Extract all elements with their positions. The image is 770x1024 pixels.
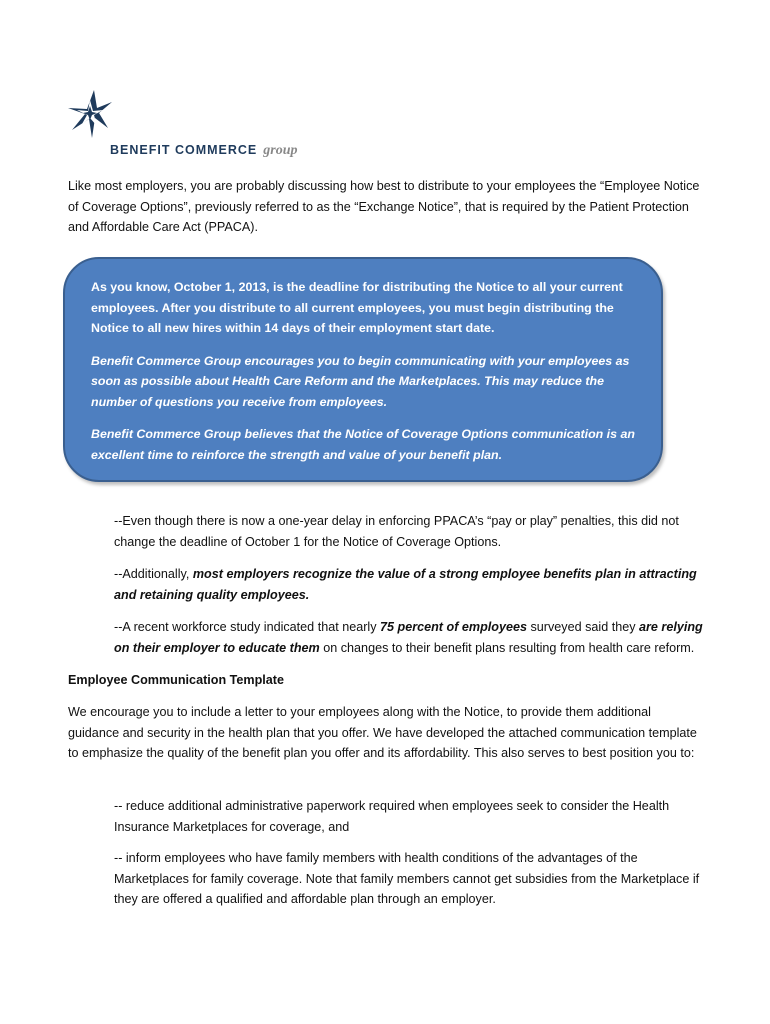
callout-deadline: As you know, October 1, 2013, is the deadline for distributing the Notice to all your current employees. After you distribute to all current employees, you must begin distributing the Notice to all new hires within 14 days of their employment start date. [91,280,623,335]
bullet-additionally-lead: --Additionally, [114,567,193,581]
point-paperwork: -- reduce additional administrative paperwork required when employees seek to consider the Health Insurance Marketplaces for coverage, and [114,799,670,834]
bullet-study-mid: surveyed said they [527,620,640,634]
bullet-additionally [114,564,714,605]
logo-name: BENEFIT COMMERCE [110,143,258,157]
section-body: We encourage you to include a letter to your employees along with the Notice, to provide them additional guidance and security in the health plan that you offer. We have developed the attached communication template to emphasize the quality of the benefit plan you offer and its affordability. This also serves to best position you to: [68,705,697,760]
bullet-delay: --Even though there is now a one-year delay in enforcing PPACA’s “pay or play” penalties, this did not change the deadline of October 1 for the Notice of Coverage Options. [114,514,679,549]
company-logo [68,88,308,168]
point-family: -- inform employees who have family members with health conditions of the advantages of the Marketplaces for family coverage. Note that family members cannot get subsidies from the Marketplace if they are offered a qualified and affordable plan through an employer. [114,851,700,906]
bullet-study-percent: 75 percent of employees [380,620,527,634]
logo-wordmark [110,143,297,159]
bullet-study-relying: are relying on their employer to educate them [114,620,703,655]
callout-box [63,257,663,482]
section-heading: Employee Communication Template [68,673,284,687]
bullet-study-tail: on changes to their benefit plans resulting from health care reform. [319,640,695,655]
logo-suffix: group [263,143,298,158]
bullet-additionally-emphasis: most employers recognize the value of a strong employee benefits plan in attracting and retaining quality employees. [114,567,697,602]
compass-star-icon [68,88,112,140]
bullet-study-lead: --A recent workforce study indicated that nearly [114,620,380,634]
intro-paragraph: Like most employers, you are probably discussing how best to distribute to your employees the “Employee Notice of Coverage Options”, previously referred to as the “Exchange Notice”, that is required by the Patient Protection and Affordable Care Act (PPACA). [68,179,700,234]
bullet-study [114,617,714,658]
callout-believe: Benefit Commerce Group believes that the Notice of Coverage Options communication is an excellent time to reinforce the strength and value of your benefit plan. [91,427,635,462]
callout-encourage: Benefit Commerce Group encourages you to begin communicating with your employees as soon as possible about Health Care Reform and the Marketplaces. This may reduce the number of questions you receive from employees. [91,353,630,409]
